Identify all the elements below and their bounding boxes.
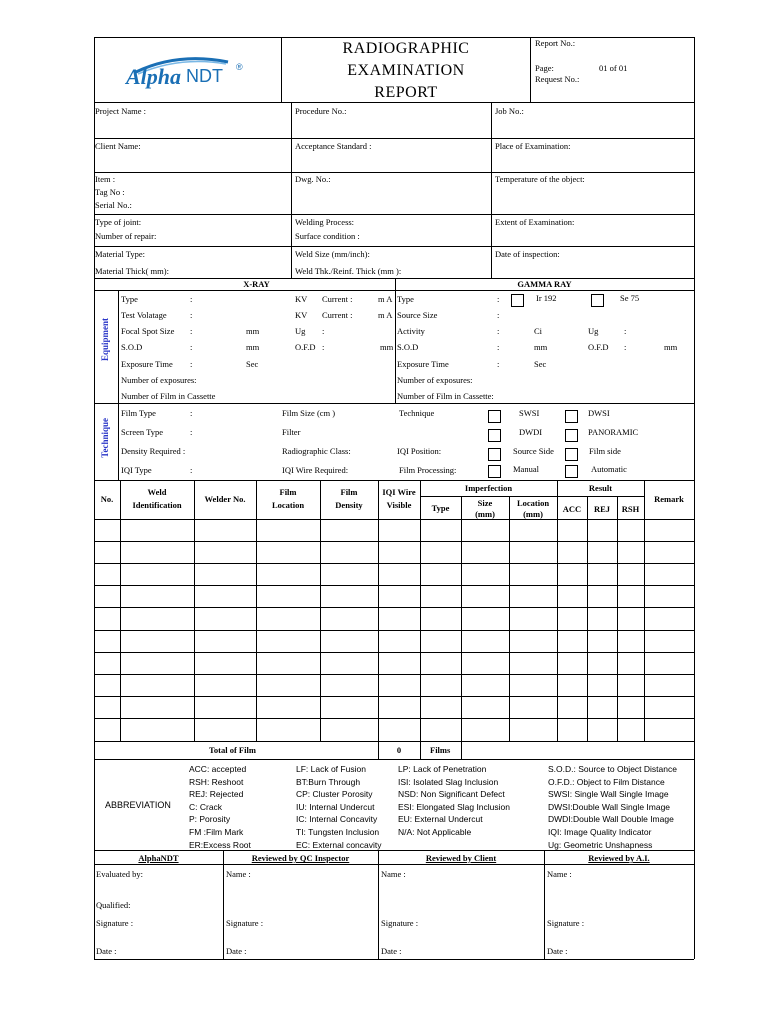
logo xyxy=(118,50,268,92)
abbrev-item: IC: Internal Concavity xyxy=(296,814,378,825)
current-label-2: Current : xyxy=(322,310,353,320)
manual-label: Manual xyxy=(513,464,539,474)
film-side-checkbox[interactable] xyxy=(565,448,578,461)
kv-label-1: KV xyxy=(295,294,308,304)
source-side-checkbox[interactable] xyxy=(488,448,501,461)
ir192-label: Ir 192 xyxy=(536,293,557,303)
col-film-density-2: Density xyxy=(335,500,363,510)
col-imp-location-2: (mm) xyxy=(523,509,543,519)
colon: : xyxy=(190,310,193,320)
request-no-label: Request No.: xyxy=(535,74,580,84)
density-required-label: Density Required : xyxy=(121,446,186,456)
iqi-wire-required-label: IQI Wire Required: xyxy=(282,465,349,475)
gamma-sod-label: S.O.D xyxy=(397,342,419,352)
qualified-label: Qualified: xyxy=(96,900,131,910)
date-label-4: Date : xyxy=(547,946,568,956)
abbrev-item: O.F.D.: Object to Film Distance xyxy=(548,776,665,787)
col-no: No. xyxy=(100,494,114,504)
welding-process-label: Welding Process: xyxy=(295,217,355,227)
abbrev-col-2 xyxy=(296,763,382,851)
colon: : xyxy=(190,465,193,475)
logo-swoosh-icon xyxy=(118,50,268,92)
colon: : xyxy=(497,342,500,352)
surface-condition-label: Surface condition : xyxy=(295,231,360,241)
film-processing-label: Film Processing: xyxy=(399,465,457,475)
weld-thk-label: Weld Thk./Reinf. Thick (mm ): xyxy=(295,266,402,276)
page-value: 01 of 01 xyxy=(599,63,628,73)
signature-label-1: Signature : xyxy=(96,918,134,928)
abbrev-item: LF: Lack of Fusion xyxy=(296,764,366,774)
place-of-examination-label: Place of Examination: xyxy=(495,141,571,151)
swsi-label: SWSI xyxy=(519,408,540,418)
gamma-type-label: Type xyxy=(397,294,414,304)
automatic-label: Automatic xyxy=(591,464,627,474)
acceptance-standard-label: Acceptance Standard : xyxy=(295,141,372,151)
iqi-type-label: IQI Type xyxy=(121,465,152,475)
exposure-unit-sec: Sec xyxy=(246,359,259,369)
iqi-position-label: IQI Position: xyxy=(397,446,442,456)
technique-label: Technique xyxy=(399,408,435,418)
film-side-label: Film side xyxy=(589,446,621,456)
film-type-label: Film Type xyxy=(121,408,156,418)
gamma-ofd-label: O.F.D xyxy=(588,342,609,352)
gamma-ofd-unit: mm xyxy=(664,342,678,352)
current-label-1: Current : xyxy=(322,294,353,304)
abbrev-item: TI: Tungsten Inclusion xyxy=(296,826,380,837)
colon: : xyxy=(497,310,500,320)
abbrev-item: REJ: Rejected xyxy=(189,789,244,800)
colon: : xyxy=(190,359,193,369)
serial-no-label: Serial No.: xyxy=(95,200,132,210)
gamma-activity-label: Activity xyxy=(397,326,425,336)
abbrev-item: EU: External Undercut xyxy=(398,814,483,825)
abbrev-col-1 xyxy=(189,763,251,851)
number-of-repair-label: Number of repair: xyxy=(95,231,157,241)
colon: : xyxy=(190,342,193,352)
total-film-value: 0 xyxy=(396,745,402,755)
abbrev-item: DWSI:Double Wall Single Image xyxy=(548,801,671,812)
gamma-exposure-time-label: Exposure Time xyxy=(397,359,449,369)
abbrev-item: BT:Burn Through xyxy=(296,776,361,787)
dwsi-checkbox[interactable] xyxy=(565,410,578,423)
title-line-3: REPORT xyxy=(374,84,438,101)
col-film-density-1: Film xyxy=(340,487,358,497)
xray-title: X-RAY xyxy=(243,279,270,289)
abbrev-item: ISI: Isolated Slag Inclusion xyxy=(398,776,499,787)
colon: : xyxy=(624,342,627,352)
col-imp-size-1: Size xyxy=(477,498,493,508)
abbrev-item: LP: Lack of Penetration xyxy=(398,764,487,774)
signature-label-4: Signature : xyxy=(547,918,585,928)
name-label-3: Name : xyxy=(381,869,406,879)
xray-exposure-time-label: Exposure Time xyxy=(121,359,173,369)
abbrev-item: NSD: Non Significant Defect xyxy=(398,789,505,800)
focal-unit-mm: mm xyxy=(246,326,260,336)
dwdi-checkbox[interactable] xyxy=(488,429,501,442)
abbrev-item: IQI: Image Quality Indicator xyxy=(548,826,652,837)
abbrev-col-4 xyxy=(548,763,677,851)
ma-label-1: m A xyxy=(378,294,393,304)
abbrev-item: RSH: Reshoot xyxy=(189,776,244,787)
sod-unit-mm: mm xyxy=(246,342,260,352)
date-label-1: Date : xyxy=(96,946,117,956)
tag-no-label: Tag No : xyxy=(95,187,125,197)
xray-num-film-label: Number of Film in Cassette xyxy=(121,391,216,401)
colon: : xyxy=(624,326,627,336)
col-rej: REJ xyxy=(593,504,611,514)
abbrev-col-3 xyxy=(398,763,510,839)
svg-text:Alpha: Alpha xyxy=(126,64,182,89)
weld-size-label: Weld Size (mm/inch): xyxy=(295,249,370,259)
job-no-label: Job No.: xyxy=(495,106,524,116)
gamma-source-size-label: Source Size xyxy=(397,310,438,320)
title-line-2: EXAMINATION xyxy=(347,62,465,79)
report-title xyxy=(282,38,530,104)
client-name-label: Client Name: xyxy=(95,141,141,151)
colon: : xyxy=(497,359,500,369)
abbrev-item: S.O.D.: Source to Object Distance xyxy=(548,764,677,774)
date-label-3: Date : xyxy=(381,946,402,956)
xray-ug-label: Ug xyxy=(295,326,306,336)
colon: : xyxy=(190,408,193,418)
gamma-exposure-unit: Sec xyxy=(534,359,547,369)
abbrev-item: CP: Cluster Porosity xyxy=(296,789,373,800)
extent-of-examination-label: Extent of Examination: xyxy=(495,217,575,227)
equipment-section-label: Equipment xyxy=(100,318,110,362)
abbrev-item: FM :Film Mark xyxy=(189,826,244,837)
date-label-2: Date : xyxy=(226,946,247,956)
abbrev-item: C: Crack xyxy=(189,801,223,812)
abbrev-item: P: Porosity xyxy=(189,814,231,825)
evaluated-by-label: Evaluated by: xyxy=(96,869,143,879)
colon: : xyxy=(190,326,193,336)
colon: : xyxy=(497,326,500,336)
abbrev-item: EC: External concavity xyxy=(296,839,382,850)
svg-text:®: ® xyxy=(236,62,243,72)
colon: : xyxy=(322,342,325,352)
review-client: Reviewed by Client xyxy=(425,853,497,863)
project-name-label: Project Name : xyxy=(95,106,146,116)
svg-text:NDT: NDT xyxy=(186,66,223,86)
col-iqi-1: IQI Wire xyxy=(382,487,416,497)
col-weld-id-2: Identification xyxy=(132,500,182,510)
source-side-label: Source Side xyxy=(513,446,554,456)
gamma-num-film-label: Number of Film in Cassette: xyxy=(397,391,494,401)
ma-label-2: m A xyxy=(378,310,393,320)
automatic-checkbox[interactable] xyxy=(565,465,578,478)
se75-label: Se 75 xyxy=(620,293,640,303)
material-type-label: Material Type: xyxy=(95,249,145,259)
signature-label-2: Signature : xyxy=(226,918,264,928)
dwdi-label: DWDI xyxy=(519,427,543,437)
technique-section-label: Technique xyxy=(100,418,110,458)
xray-test-voltage-label: Test Volatage xyxy=(121,310,167,320)
gamma-ug-label: Ug xyxy=(588,326,599,336)
dwg-no-label: Dwg. No.: xyxy=(295,174,331,184)
signature-label-3: Signature : xyxy=(381,918,419,928)
screen-type-label: Screen Type xyxy=(121,427,163,437)
col-remark: Remark xyxy=(654,494,684,504)
filter-label: Filter xyxy=(282,427,301,437)
gamma-num-exposures-label: Number of exposures: xyxy=(397,375,473,385)
col-film-location-2: Location xyxy=(271,500,305,510)
name-label-2: Name : xyxy=(226,869,251,879)
col-imp-location-1: Location xyxy=(516,498,550,508)
xray-type-label: Type xyxy=(121,294,138,304)
page-label: Page: xyxy=(535,63,554,73)
col-acc: ACC xyxy=(562,504,582,514)
xray-num-exposures-label: Number of exposures: xyxy=(121,375,197,385)
abbrev-item: SWSI: Single Wall Single Image xyxy=(548,789,669,800)
gamma-ray-title: GAMMA RAY xyxy=(517,279,572,289)
review-ai: Reviewed by A.I. xyxy=(588,853,650,863)
col-imp-type: Type xyxy=(431,503,450,513)
abbrev-item: Ug: Geometric Unshapness xyxy=(548,839,653,850)
temperature-label: Temperature of the object: xyxy=(495,174,585,184)
colon: : xyxy=(497,294,500,304)
xray-focal-spot-label: Focal Spot Size xyxy=(121,326,175,336)
se75-checkbox[interactable] xyxy=(591,294,604,307)
gamma-sod-unit: mm xyxy=(534,342,548,352)
procedure-no-label: Procedure No.: xyxy=(295,106,347,116)
col-iqi-2: Visible xyxy=(386,500,412,510)
col-imp-size-2: (mm) xyxy=(475,509,495,519)
abbrev-item: N/A: Not Applicable xyxy=(398,826,472,837)
col-imperfection: Imperfection xyxy=(464,483,513,493)
manual-checkbox[interactable] xyxy=(488,465,501,478)
films-label: Films xyxy=(430,745,451,755)
colon: : xyxy=(190,427,193,437)
col-rsh: RSH xyxy=(621,504,640,514)
col-film-location-1: Film xyxy=(279,487,297,497)
ir192-checkbox[interactable] xyxy=(511,294,524,307)
col-welder-no: Welder No. xyxy=(204,494,246,504)
kv-label-2: KV xyxy=(295,310,308,320)
swsi-checkbox[interactable] xyxy=(488,410,501,423)
colon: : xyxy=(322,326,325,336)
total-of-film-label: Total of Film xyxy=(209,745,256,755)
film-size-label: Film Size (cm ) xyxy=(282,408,336,418)
xray-ofd-label: O.F.D xyxy=(295,342,316,352)
name-label-4: Name : xyxy=(547,869,572,879)
col-weld-id-1: Weld xyxy=(147,487,167,497)
abbrev-item: ESI: Elongated Slag Inclusion xyxy=(398,801,510,812)
panoramic-label: PANORAMIC xyxy=(588,427,639,437)
activity-unit-ci: Ci xyxy=(534,326,543,336)
type-of-joint-label: Type of joint: xyxy=(95,217,142,227)
abbrev-item: IU: Internal Undercut xyxy=(296,801,375,812)
abbrev-item: ACC: accepted xyxy=(189,764,247,774)
report-no-label: Report No.: xyxy=(535,38,576,48)
review-qc-inspector: Reviewed by QC Inspector xyxy=(251,853,350,863)
abbreviation-label: ABBREVIATION xyxy=(105,800,171,810)
material-thick-label: Material Thick( mm): xyxy=(95,266,169,276)
title-line-1: RADIOGRAPHIC xyxy=(342,40,470,57)
colon: : xyxy=(190,294,193,304)
xray-sod-label: S.O.D xyxy=(121,342,143,352)
date-of-inspection-label: Date of inspection: xyxy=(495,249,560,259)
abbrev-item: ER:Excess Root xyxy=(189,839,251,850)
review-alphandt: AlphaNDT xyxy=(138,853,179,863)
item-label: Item : xyxy=(95,174,116,184)
col-result: Result xyxy=(588,483,613,493)
panoramic-checkbox[interactable] xyxy=(565,429,578,442)
abbrev-item: DWDI:Double Wall Double Image xyxy=(548,814,674,825)
dwsi-label: DWSI xyxy=(588,408,610,418)
xray-ofd-unit: mm xyxy=(380,342,394,352)
radiographic-class-label: Radiographic Class: xyxy=(282,446,351,456)
